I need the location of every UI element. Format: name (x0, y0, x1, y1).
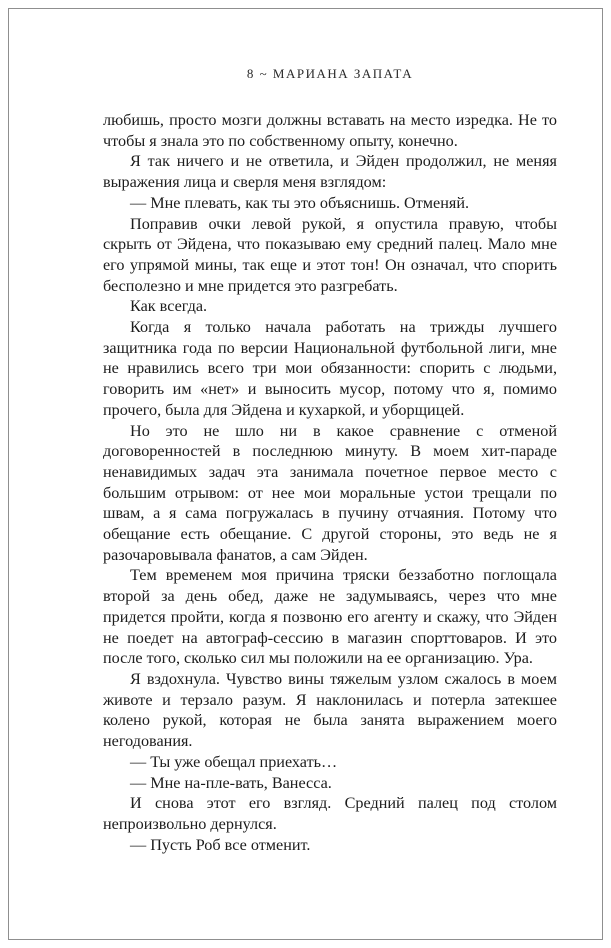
paragraph: Но это не шло ни в какое сравнение с отменой договоренностей в последнюю минуту. В моем хит-параде ненавидимых задач эта занимала почетное первое место с большим отрывом: от нее мои моральные устои трещали по швам, а я сама погружалась в пучину отчаяния. Потому что обещание есть обещание. С другой стороны, это ведь не я разочаровывала фанатов, а сам Эйден. (103, 421, 557, 564)
paragraph: Я так ничего и не ответила, и Эйден продолжил, не меняя выражения лица и сверля меня взглядом: (103, 152, 557, 192)
paragraph: Когда я только начала работать на трижды лучшего защитника года по версии Национальной футбольной лиги, мне не нравились всего три мои обязанности: спорить с людьми, говорить им «нет» и выносить мусор, потому что я, помимо прочего, была для Эйдена и кухаркой, и уборщицей. (103, 318, 557, 419)
page-body (103, 110, 557, 855)
running-head: 8 ~ МАРИАНА ЗАПАТА (246, 66, 414, 81)
paragraph: — Мне на-пле-вать, Ванесса. (130, 773, 332, 792)
paragraph: — Ты уже обещал приехать… (130, 752, 338, 771)
paragraph: любишь, просто мозги должны вставать на место изредка. Не то чтобы я знала это по собственному опыту, конечно. (103, 111, 557, 150)
paragraph: Тем временем моя причина тряски беззаботно поглощала второй за день обед, даже не задумываясь, через что мне придется пройти, когда я позвоню его агенту и скажу, что Эйден не поедет на автограф-сессию в магазин спорттоваров. И это после того, сколько сил мы положили на ее организацию. Ура. (103, 566, 557, 668)
paragraph: Как всегда. (130, 297, 208, 316)
paragraph: И снова этот его взгляд. Средний палец под столом непроизвольно дернулся. (103, 794, 557, 833)
paragraph: Поправив очки левой рукой, я опустила правую, чтобы скрыть от Эйдена, что показываю ему средний палец. Мало мне его упрямой мины, так еще и этот тон! Он означал, что спорить бесполезно и мне придется это разгребать. (103, 214, 557, 295)
paragraph: — Пусть Роб все отменит. (130, 835, 311, 854)
paragraph: — Мне плевать, как ты это объяснишь. Отменяй. (130, 193, 470, 212)
paragraph: Я вздохнула. Чувство вины тяжелым узлом сжалось в моем животе и терзало разум. Я наклонилась и потерла затекшее колено рукой, которая не была занята выражением моего негодования. (103, 669, 557, 751)
